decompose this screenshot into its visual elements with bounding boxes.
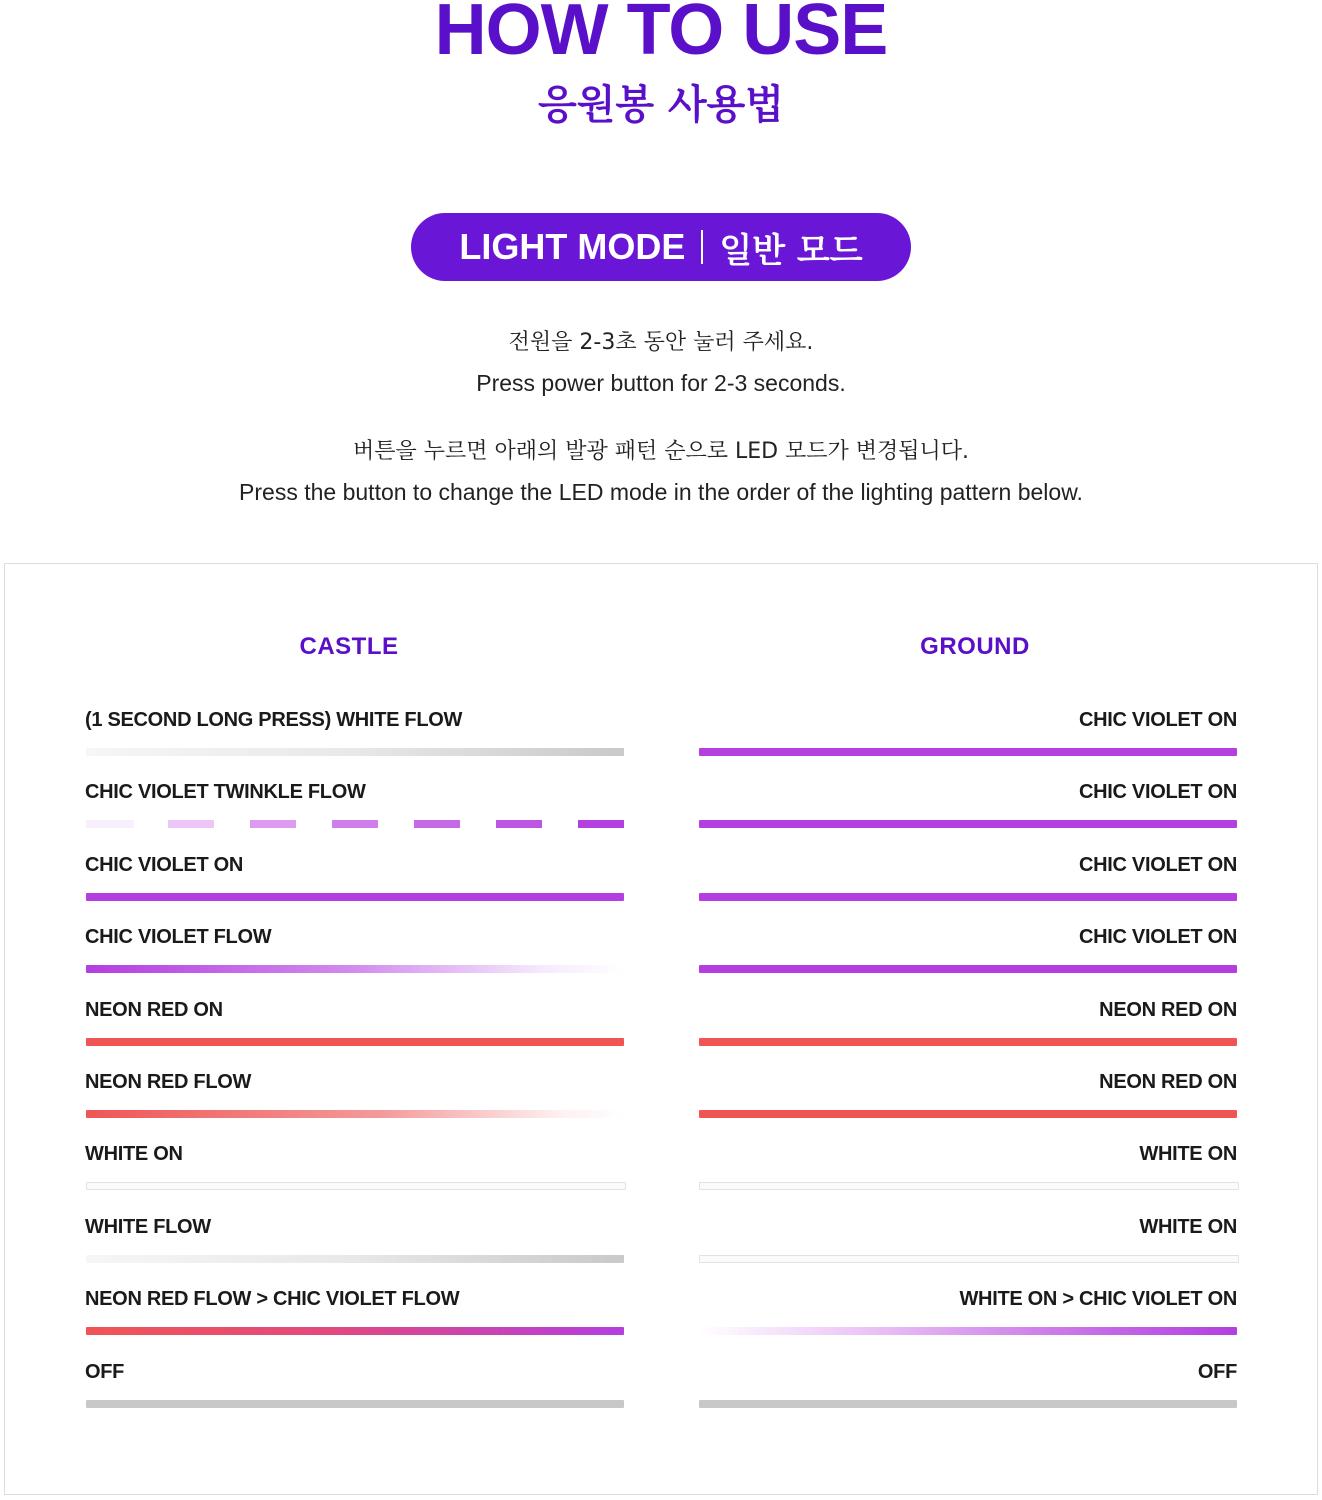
ground-pattern-bar [699,1255,1239,1263]
ground-pattern-bar [699,1182,1239,1190]
ground-pattern-bar [699,1400,1237,1408]
ground-pattern-label: NEON RED ON [1099,998,1237,1021]
castle-pattern-bar [86,965,624,973]
castle-pattern-bar [86,1110,624,1118]
castle-pattern-bar [86,1400,624,1408]
castle-pattern-bar [86,1182,626,1190]
castle-pattern-label: WHITE ON [85,1143,183,1166]
castle-title: CASTLE [299,633,399,660]
mode-instruction-en: Press the button to change the LED mode in the order of the lighting pattern below. [239,479,1083,505]
castle-pattern-label: OFF [85,1360,125,1383]
castle-twinkle-dash [250,820,296,828]
castle-pattern-label: CHIC VIOLET TWINKLE FLOW [85,781,366,804]
page-subtitle: 응원봉 사용법 [538,82,784,128]
ground-pattern-bar [699,893,1237,901]
castle-twinkle-dash [578,820,624,828]
castle-twinkle-dash [414,820,460,828]
ground-pattern-label: CHIC VIOLET ON [1078,926,1237,949]
light-mode-badge [411,213,911,281]
ground-pattern-label: CHIC VIOLET ON [1078,853,1237,876]
page-title: HOW TO USE [434,0,888,70]
castle-pattern-label: NEON RED FLOW > CHIC VIOLET FLOW [85,1288,460,1311]
ground-pattern-bar [699,748,1237,756]
castle-pattern-label: NEON RED ON [85,998,223,1021]
castle-pattern-label: CHIC VIOLET FLOW [85,926,272,949]
ground-pattern-bar [699,1110,1237,1118]
ground-pattern-bar [699,1327,1237,1335]
castle-pattern-bar [86,1327,624,1335]
castle-pattern-label: CHIC VIOLET ON [85,853,244,876]
badge-divider [701,230,703,264]
pattern-panel [4,563,1318,1495]
ground-pattern-label: OFF [1197,1360,1237,1383]
castle-twinkle-dash [168,820,214,828]
ground-pattern-bar [699,820,1237,828]
ground-pattern-label: CHIC VIOLET ON [1078,781,1237,804]
badge-label-kr: 일반 모드 [719,230,863,271]
ground-title: GROUND [920,633,1030,660]
power-instruction-en: Press power button for 2-3 seconds. [476,370,846,396]
castle-twinkle-dash [496,820,542,828]
castle-pattern-bar [86,1038,624,1046]
ground-pattern-label: CHIC VIOLET ON [1078,709,1237,731]
castle-pattern-label: NEON RED FLOW [85,1071,252,1093]
castle-pattern-bar [86,1255,624,1263]
power-instruction-kr: 전원을 2-3초 동안 눌러 주세요. [508,330,814,355]
badge-label-en: LIGHT MODE [459,226,686,267]
castle-pattern-label: (1 SECOND LONG PRESS) WHITE FLOW [85,709,463,731]
ground-pattern-bar [699,965,1237,973]
castle-pattern-label: WHITE FLOW [85,1215,211,1238]
ground-pattern-label: WHITE ON > CHIC VIOLET ON [959,1288,1237,1311]
ground-pattern-label: WHITE ON [1139,1215,1237,1238]
ground-pattern-label: WHITE ON [1139,1143,1237,1166]
castle-twinkle-dash [332,820,378,828]
castle-twinkle-dash [86,820,134,828]
ground-pattern-bar [699,1038,1237,1046]
ground-pattern-label: NEON RED ON [1099,1071,1237,1093]
castle-pattern-bar [86,893,624,901]
mode-instruction-kr: 버튼을 누르면 아래의 발광 패턴 순으로 LED 모드가 변경됩니다. [352,439,970,464]
castle-pattern-bar [86,748,624,756]
